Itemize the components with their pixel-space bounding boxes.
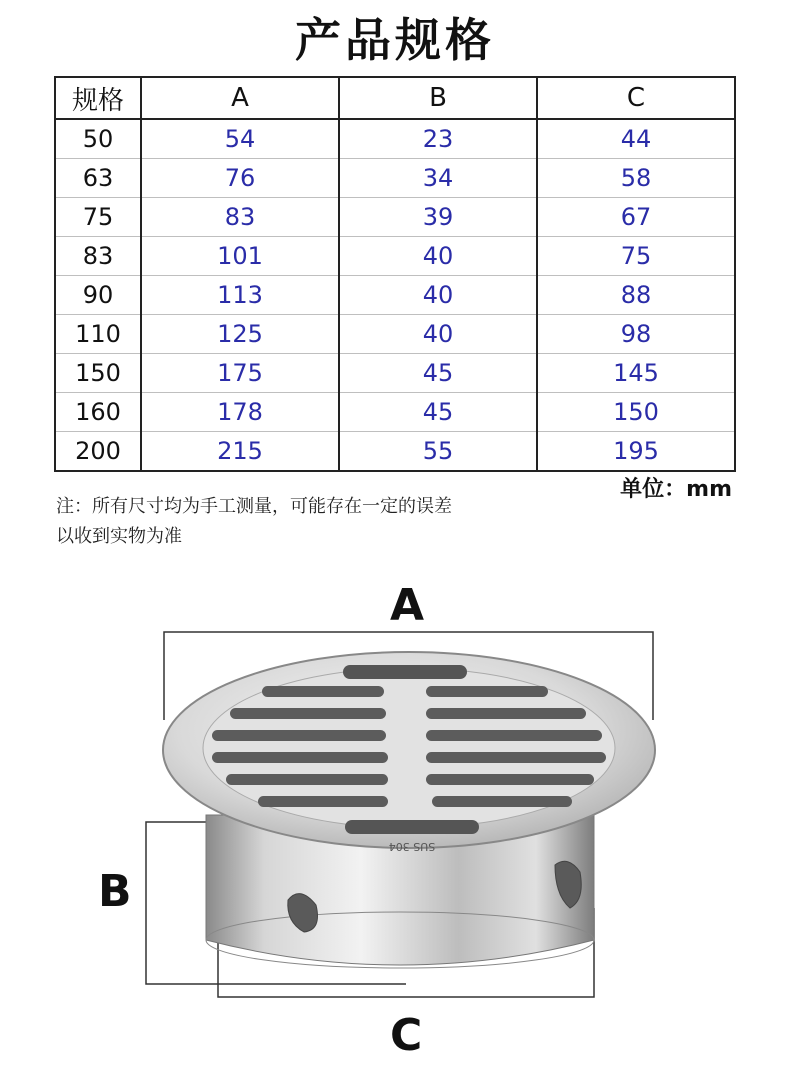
cell-size: 63	[55, 159, 141, 198]
cell-size: 160	[55, 393, 141, 432]
header-b: B	[339, 77, 537, 119]
cell-a: 215	[141, 432, 339, 472]
cell-c: 75	[537, 237, 735, 276]
page-title: 产品规格	[295, 13, 495, 67]
cell-b: 55	[339, 432, 537, 472]
note-line-1: 注：所有尺寸均为手工测量，可能存在一定的误差	[56, 496, 452, 517]
cell-size: 200	[55, 432, 141, 472]
table-row	[55, 237, 735, 276]
header-a: A	[141, 77, 339, 119]
cell-c: 44	[537, 119, 735, 159]
cell-b: 40	[339, 237, 537, 276]
cell-size: 90	[55, 276, 141, 315]
drain-grate-plate	[163, 652, 655, 848]
header-size: 规格	[55, 77, 141, 119]
cell-c: 150	[537, 393, 735, 432]
dimension-label-c: C	[390, 1010, 423, 1061]
cell-size: 110	[55, 315, 141, 354]
cell-a: 125	[141, 315, 339, 354]
measurement-note	[56, 492, 452, 552]
cell-b: 40	[339, 315, 537, 354]
cell-c: 145	[537, 354, 735, 393]
header-c: C	[537, 77, 735, 119]
table-header-row	[55, 77, 735, 119]
cell-a: 54	[141, 119, 339, 159]
unit-label: 单位：mm	[620, 477, 732, 502]
cell-b: 45	[339, 393, 537, 432]
table-row	[55, 315, 735, 354]
cell-c: 88	[537, 276, 735, 315]
cell-a: 175	[141, 354, 339, 393]
table-row	[55, 432, 735, 472]
spec-table	[54, 76, 736, 472]
cell-size: 150	[55, 354, 141, 393]
cell-a: 113	[141, 276, 339, 315]
table-row	[55, 119, 735, 159]
table-row	[55, 198, 735, 237]
cell-a: 76	[141, 159, 339, 198]
cell-b: 34	[339, 159, 537, 198]
dimension-label-a: A	[390, 580, 425, 631]
cell-a: 178	[141, 393, 339, 432]
note-line-2: 以收到实物为准	[56, 526, 182, 547]
cell-b: 23	[339, 119, 537, 159]
cell-b: 39	[339, 198, 537, 237]
cell-size: 75	[55, 198, 141, 237]
cell-c: 98	[537, 315, 735, 354]
table-row	[55, 393, 735, 432]
floor-drain-diagram	[0, 560, 790, 1078]
table-row	[55, 276, 735, 315]
cell-a: 101	[141, 237, 339, 276]
cell-c: 67	[537, 198, 735, 237]
dimension-label-b: B	[98, 866, 132, 917]
cell-c: 195	[537, 432, 735, 472]
cell-size: 83	[55, 237, 141, 276]
table-row	[55, 354, 735, 393]
cell-c: 58	[537, 159, 735, 198]
cell-b: 45	[339, 354, 537, 393]
cell-b: 40	[339, 276, 537, 315]
table-row	[55, 159, 735, 198]
cell-a: 83	[141, 198, 339, 237]
cell-size: 50	[55, 119, 141, 159]
engraving-text: SUS 304	[388, 840, 436, 853]
